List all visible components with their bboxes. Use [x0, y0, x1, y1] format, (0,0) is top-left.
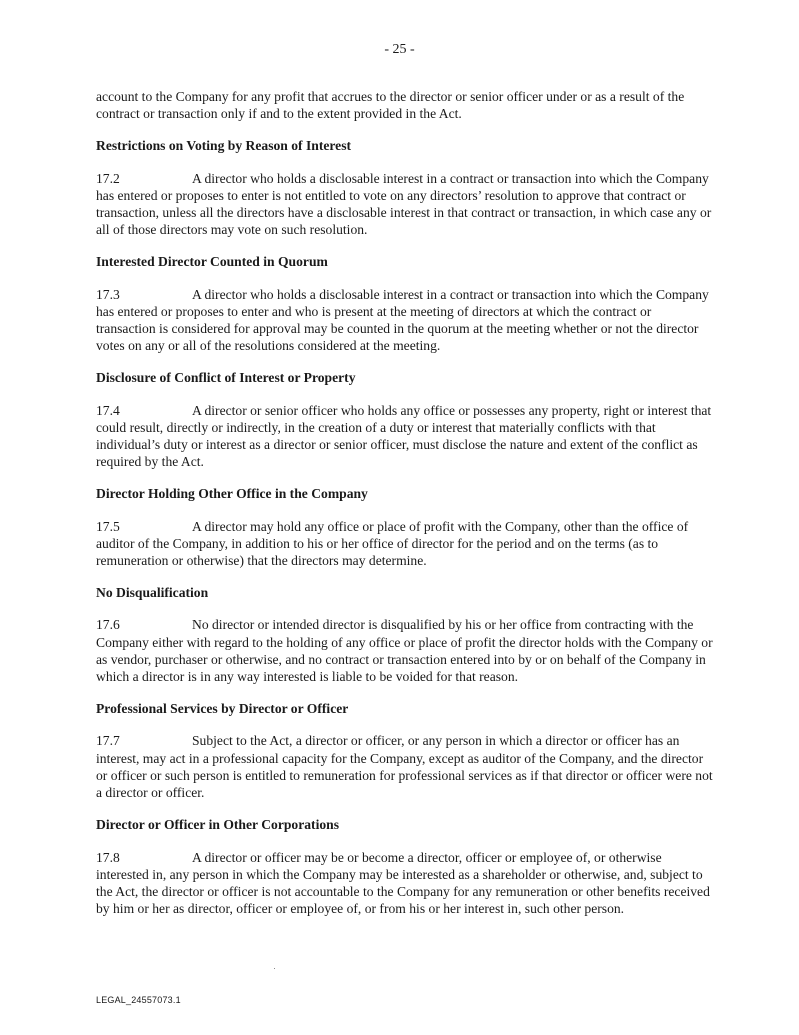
section-number: 17.8 [96, 849, 120, 865]
section-paragraph [96, 518, 714, 570]
section-paragraph [96, 616, 714, 685]
document-body [96, 88, 714, 932]
section-heading: Interested Director Counted in Quorum [96, 254, 328, 270]
section-paragraph [96, 732, 714, 801]
section-heading: Director or Officer in Other Corporations [96, 817, 340, 833]
scan-speck [274, 968, 275, 969]
section-text: Subject to the Act, a director or officer, or any person in which a director or officer has an interest, may act in a professional capacity for the Company, except as auditor of the Company, and the director or officer or such person is entitled to remuneration for professional services as if that director or officer were not a director or officer. [96, 733, 713, 801]
section-text: A director may hold any office or place of profit with the Company, other than the office of auditor of the Company, in addition to his or her office of director for the period and on the terms (as to remuneration or otherwise) that the directors may determine. [96, 518, 689, 569]
section-text: A director who holds a disclosable interest in a contract or transaction into which the Company has entered or proposes to enter is not entitled to vote on any directors’ resolution to approve that contract or transaction, unless all the directors have a disclosable interest in that contract or transaction, in which case any or all of those directors may vote on such resolution. [96, 170, 712, 238]
section-text: A director or senior officer who holds any office or possesses any property, right or interest that could result, directly or indirectly, in the creation of a duty or interest that materially conflicts with that individual’s duty or interest as a director or senior officer, must disclose the nature and extent of the conflict as required by the Act. [96, 402, 712, 470]
section-number: 17.5 [96, 518, 120, 534]
section-heading: No Disqualification [96, 585, 209, 601]
document-footer-id: LEGAL_24557073.1 [96, 995, 181, 1005]
section-heading: Professional Services by Director or Officer [96, 701, 349, 717]
section-heading: Director Holding Other Office in the Company [96, 486, 368, 502]
section-paragraph [96, 170, 714, 239]
section-paragraph [96, 286, 714, 355]
section-text: A director or officer may be or become a director, officer or employee of, or otherwise interested in, any person in which the Company may be interested as a shareholder or otherwise, and, subject to the Act, the director or officer is not accountable to the Company for any remuneration or other benefits received by him or her as director, officer or employee of, or from his or her interest in, such other person. [96, 849, 710, 917]
section-text: A director who holds a disclosable interest in a contract or transaction into which the Company has entered or proposes to enter and who is present at the meeting of directors at which the contract or transaction is considered for approval may be counted in the quorum at the meeting whether or not the director votes on any or all of the resolutions considered at the meeting. [96, 286, 709, 354]
section-number: 17.3 [96, 286, 120, 302]
section-text: No director or intended director is disqualified by his or her office from contracting with the Company either with regard to the holding of any office or place of profit the director holds with the Company or as vendor, purchaser or otherwise, and no contract or transaction entered into by or on behalf of the Company in which a director is in any way interested is liable to be voided for that reason. [96, 617, 713, 685]
section-heading: Restrictions on Voting by Reason of Interest [96, 138, 352, 154]
section-number: 17.4 [96, 402, 120, 418]
page-number: - 25 - [384, 42, 415, 57]
section-number: 17.6 [96, 617, 120, 633]
section-paragraph [96, 402, 714, 471]
section-number: 17.7 [96, 733, 120, 749]
section-heading: Disclosure of Conflict of Interest or Property [96, 370, 356, 386]
section-number: 17.2 [96, 170, 120, 186]
section-paragraph [96, 849, 714, 918]
intro-paragraph: account to the Company for any profit that accrues to the director or senior officer under or as a result of the contract or transaction only if and to the extent provided in the Act. [96, 89, 685, 122]
